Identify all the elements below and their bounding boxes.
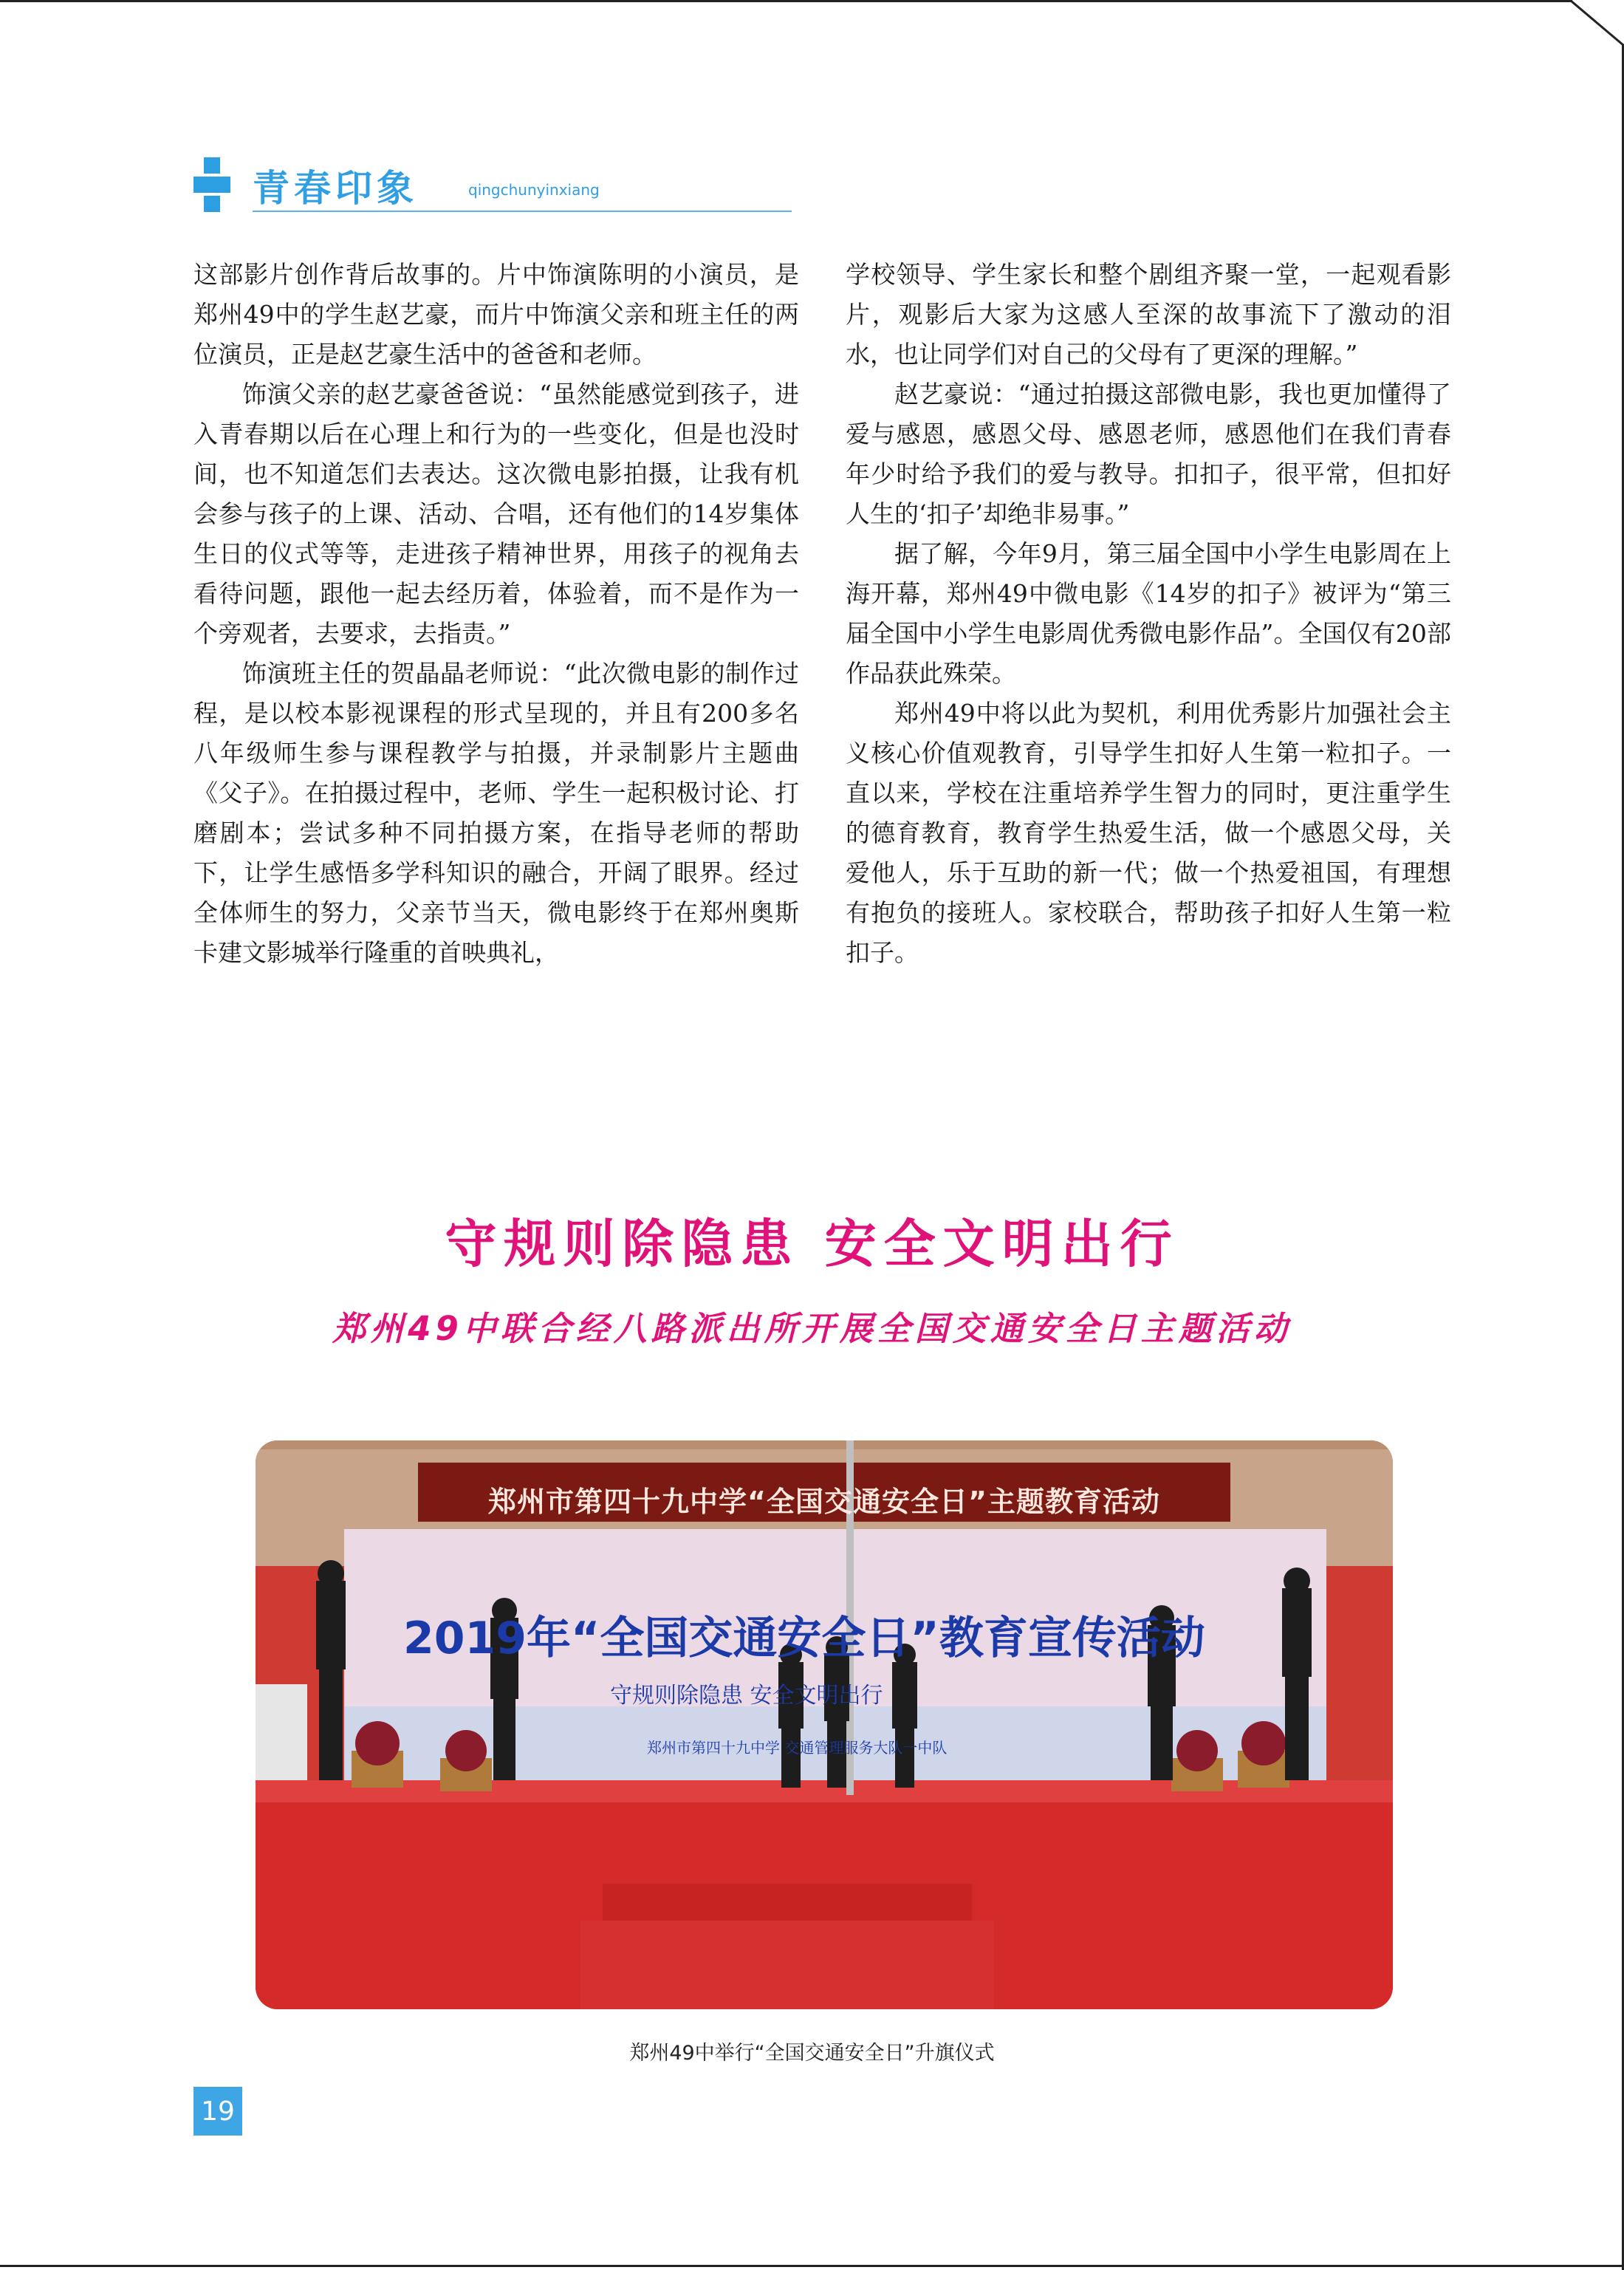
- paragraph: 郑州49中将以此为契机，利用优秀影片加强社会主义核心价值观教育，引导学生扣好人生第一粒扣子。一直以来，学校在注重培养学生智力的同时，更注重学生的德育教育，教育学生热爱生活，做一个感恩父母，关爱他人，乐于互助的新一代；做一个热爱祖国，有理想有抱负的接班人。家校联合，帮助孩子扣好人生第一粒扣子。: [846, 699, 1451, 967]
- paragraph: 赵艺豪说：“通过拍摄这部微电影，我也更加懂得了爱与感恩，感恩父母、感恩老师，感恩他们在我们青春年少时给予我们的爱与教导。扣扣子，很平常，但扣好人生的‘扣子’却绝非易事。”: [846, 380, 1451, 528]
- article-column-left: [193, 255, 799, 973]
- flag-ceremony-photo: [256, 1440, 1393, 2009]
- paragraph: 饰演班主任的贺晶晶老师说：“此次微电影的制作过程，是以校本影视课程的形式呈现的，并且有200多名八年级师生参与课程教学与拍摄，并录制影片主题曲《父子》。在拍摄过程中，老师、学生一起积极讨论、打磨剧本；尝试多种不同拍摄方案，在指导老师的帮助下，让学生感悟多学科知识的融合，开阔了眼界。经过全体师生的努力，父亲节当天，微电影终于在郑州奥斯卡建文影城举行隆重的首映典礼，: [193, 659, 799, 967]
- header-rule: [253, 211, 792, 212]
- backdrop-org: 郑州市第四十九中学 交通管理服务大队一中队: [647, 1739, 948, 1757]
- section-title: 青春印象: [253, 167, 418, 210]
- section-header: [193, 151, 792, 218]
- headline-sub: 郑州49中联合经八路派出所开展全国交通安全日主题活动: [332, 1309, 1292, 1348]
- page-number: 19: [193, 2087, 242, 2136]
- paragraph: 饰演父亲的赵艺豪爸爸说：“虽然能感觉到孩子，进入青春期以后在心理上和行为的一些变化，但是也没时间，也不知道怎们去表达。这次微电影拍摄，让我有机会参与孩子的上课、活动、合唱，还有他们的14岁集体生日的仪式等等，走进孩子精神世界，用孩子的视角去看待问题，跟他一起去经历着，体验着，而不是作为一个旁观者，去要求，去指责。”: [193, 380, 799, 648]
- paragraph: 这部影片创作背后故事的。片中饰演陈明的小演员，是郑州49中的学生赵艺豪，而片中饰演父亲和班主任的两位演员，正是赵艺豪生活中的爸爸和老师。: [193, 260, 799, 369]
- paragraph: 据了解，今年9月，第三届全国中小学生电影周在上海开幕，郑州49中微电影《14岁的扣子》被评为“第三届全国中小学生电影周优秀微电影作品”。全国仅有20部作品获此殊荣。: [846, 539, 1451, 688]
- paragraph: 学校领导、学生家长和整个剧组齐聚一堂，一起观看影片，观影后大家为这感人至深的故事流下了激动的泪水，也让同学们对自己的父母有了更深的理解。”: [846, 260, 1451, 369]
- article-column-right: [846, 255, 1451, 973]
- photo-caption: 郑州49中举行“全国交通安全日”升旗仪式: [629, 2042, 995, 2065]
- cross-logo-icon: [193, 157, 230, 215]
- backdrop-slogan: 守规则除隐患 安全文明出行: [610, 1683, 883, 1709]
- section-pinyin: qingchunyinxiang: [468, 181, 600, 199]
- photo-scene: [256, 1440, 1393, 2009]
- led-banner-text: 郑州市第四十九中学“全国交通安全日”主题教育活动: [488, 1486, 1160, 1518]
- backdrop-title: 2019年“全国交通安全日”教育宣传活动: [403, 1613, 1205, 1664]
- headline-main: 守规则除隐患 安全文明出行: [445, 1213, 1179, 1274]
